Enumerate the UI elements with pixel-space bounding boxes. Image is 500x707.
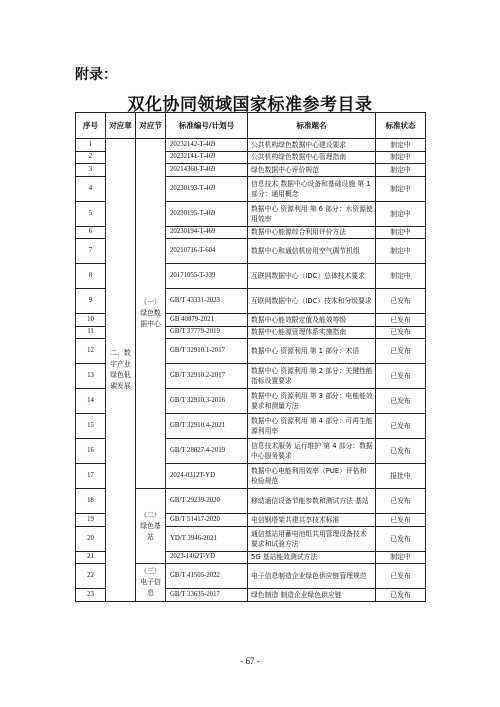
section-green-base-station: （二）绿色基站 bbox=[136, 489, 166, 564]
table-header-row bbox=[76, 113, 426, 139]
row-name: 数据中心 资源利用 第 1 部分：术语 bbox=[248, 339, 376, 364]
row-no: 20 bbox=[76, 526, 106, 551]
row-code: 2023-1462T-YD bbox=[166, 551, 248, 564]
row-no: 17 bbox=[76, 464, 106, 489]
row-no: 15 bbox=[76, 414, 106, 439]
row-name: 移动通信设备节能参数和测试方法 基站 bbox=[248, 489, 376, 514]
table-row bbox=[76, 139, 426, 152]
row-no: 21 bbox=[76, 551, 106, 564]
row-no: 23 bbox=[76, 589, 106, 602]
row-no: 6 bbox=[76, 226, 106, 239]
row-code: GB/T 37779-2019 bbox=[166, 326, 248, 339]
row-no: 12 bbox=[76, 339, 106, 364]
row-no: 4 bbox=[76, 176, 106, 201]
row-name: 信息技术服务 运行维护 第 4 部分：数据中心服务要求 bbox=[248, 439, 376, 464]
row-name: 数据中心 资源利用 第 6 部分：水资源使用效率 bbox=[248, 201, 376, 226]
row-status: 制定中 bbox=[376, 551, 426, 564]
row-code: 20171055-T-339 bbox=[166, 264, 248, 289]
header-code: 标准编号/计划号 bbox=[166, 113, 248, 139]
row-status: 制定中 bbox=[376, 176, 426, 201]
row-code: 20230195-T-469 bbox=[166, 201, 248, 226]
row-no: 5 bbox=[76, 201, 106, 226]
row-code: GB/T 33635-2017 bbox=[166, 589, 248, 602]
header-no: 序号 bbox=[76, 113, 106, 139]
row-code: GB/T 51417-2020 bbox=[166, 514, 248, 527]
row-code: GB/T 32910.3-2016 bbox=[166, 389, 248, 414]
row-status: 已发布 bbox=[376, 326, 426, 339]
row-name: 数据中心 资源利用 第 4 部分：可再生能源利用率 bbox=[248, 414, 376, 439]
row-status: 已发布 bbox=[376, 514, 426, 527]
row-name: 数据中心 资源利用 第 3 部分：电能能效要求和测量方法 bbox=[248, 389, 376, 414]
row-code: GB/T 29239-2020 bbox=[166, 489, 248, 514]
row-status: 已发布 bbox=[376, 389, 426, 414]
row-no: 7 bbox=[76, 239, 106, 264]
row-code: 20230194-T-469 bbox=[166, 226, 248, 239]
row-name: 电信钢塔架共建共享技术标准 bbox=[248, 514, 376, 527]
section-electronic-info: （三）电子信息 bbox=[136, 564, 166, 602]
row-status: 已发布 bbox=[376, 314, 426, 327]
row-no: 1 bbox=[76, 139, 106, 152]
row-code: GB/T 43331-2023 bbox=[166, 289, 248, 314]
row-status: 已发布 bbox=[376, 439, 426, 464]
row-code: 20232142-T-469 bbox=[166, 139, 248, 152]
row-no: 14 bbox=[76, 389, 106, 414]
row-name: 绿色数据中心评价规范 bbox=[248, 164, 376, 177]
row-no: 2 bbox=[76, 151, 106, 164]
row-status: 制定中 bbox=[376, 139, 426, 152]
header-chapter: 对应章 bbox=[106, 113, 136, 139]
row-name: 互联网数据中心（IDC）技术和分级要求 bbox=[248, 289, 376, 314]
header-status: 标准状态 bbox=[376, 113, 426, 139]
row-status: 制定中 bbox=[376, 201, 426, 226]
row-no: 11 bbox=[76, 326, 106, 339]
row-name: 数据中心能效限定值及能效等级 bbox=[248, 314, 376, 327]
header-section: 对应节 bbox=[136, 113, 166, 139]
row-name: 数据中心能源综合利用评价方法 bbox=[248, 226, 376, 239]
row-name: 数据中心 资源利用 第 2 部分：关键性能指标设置要求 bbox=[248, 364, 376, 389]
row-status: 已发布 bbox=[376, 289, 426, 314]
row-code: 20214360-T-469 bbox=[166, 164, 248, 177]
row-name: 5G 基站能效测试方法 bbox=[248, 551, 376, 564]
row-status: 已发布 bbox=[376, 564, 426, 589]
header-name: 标准题名 bbox=[248, 113, 376, 139]
row-no: 13 bbox=[76, 364, 106, 389]
row-no: 22 bbox=[76, 564, 106, 589]
row-status: 制定中 bbox=[376, 164, 426, 177]
row-status: 报批中 bbox=[376, 464, 426, 489]
row-name: 数据中心和通信机房用空气调节机组 bbox=[248, 239, 376, 264]
row-code: GB/T 41505-2022 bbox=[166, 564, 248, 589]
row-status: 已发布 bbox=[376, 589, 426, 602]
row-no: 10 bbox=[76, 314, 106, 327]
row-status: 制定中 bbox=[376, 239, 426, 264]
row-code: GB 40879-2021 bbox=[166, 314, 248, 327]
row-name: 数据中心能源管理体系实施指南 bbox=[248, 326, 376, 339]
row-status: 制定中 bbox=[376, 151, 426, 164]
row-code: 20210716-T-604 bbox=[166, 239, 248, 264]
row-code: YD/T 3946-2021 bbox=[166, 526, 248, 551]
row-status: 已发布 bbox=[376, 364, 426, 389]
row-no: 3 bbox=[76, 164, 106, 177]
row-name: 互联网数据中心（IDC）总体技术要求 bbox=[248, 264, 376, 289]
row-code: 20232141-T-469 bbox=[166, 151, 248, 164]
row-code: 20230193-T-469 bbox=[166, 176, 248, 201]
row-code: GB/T 32910.2-2017 bbox=[166, 364, 248, 389]
row-code: GB/T 32910.4-2021 bbox=[166, 414, 248, 439]
row-name: 公共机构绿色数据中心建设要求 bbox=[248, 139, 376, 152]
standards-table bbox=[75, 112, 426, 602]
row-status: 已发布 bbox=[376, 414, 426, 439]
row-no: 18 bbox=[76, 489, 106, 514]
row-status: 已发布 bbox=[376, 339, 426, 364]
row-name: 通信基站用蓄电池组共用管理设备技术要求和试验方法 bbox=[248, 526, 376, 551]
row-name: 公共机构绿色数据中心管理指南 bbox=[248, 151, 376, 164]
row-code: GB/T 28827.4-2019 bbox=[166, 439, 248, 464]
row-code: GB/T 32910.1-2017 bbox=[166, 339, 248, 364]
row-status: 已发布 bbox=[376, 489, 426, 514]
row-status: 制定中 bbox=[376, 226, 426, 239]
row-name: 数据中心电能利用效率（PUE）评估和检验规范 bbox=[248, 464, 376, 489]
row-name: 绿色制造 制造企业绿色供应链 bbox=[248, 589, 376, 602]
row-name: 信息技术 数据中心设备和基础设施 第 1 部分：通用概念 bbox=[248, 176, 376, 201]
page-number: - 67 - bbox=[240, 656, 260, 666]
appendix-label: 附录： bbox=[75, 67, 117, 83]
row-no: 8 bbox=[76, 264, 106, 289]
row-no: 9 bbox=[76, 289, 106, 314]
row-no: 19 bbox=[76, 514, 106, 527]
chapter-cell: 二、数字产业绿色低碳发展 bbox=[106, 139, 136, 602]
section-green-datacenter: （一）绿色数据中心 bbox=[136, 139, 166, 489]
document-title: 双化协同领域国家标准参考目录 bbox=[127, 95, 373, 115]
row-name: 电子信息制造企业绿色供应链管理规范 bbox=[248, 564, 376, 589]
row-no: 16 bbox=[76, 439, 106, 464]
row-status: 已发布 bbox=[376, 526, 426, 551]
row-status: 制定中 bbox=[376, 264, 426, 289]
row-code: 2024-0312T-YD bbox=[166, 464, 248, 489]
